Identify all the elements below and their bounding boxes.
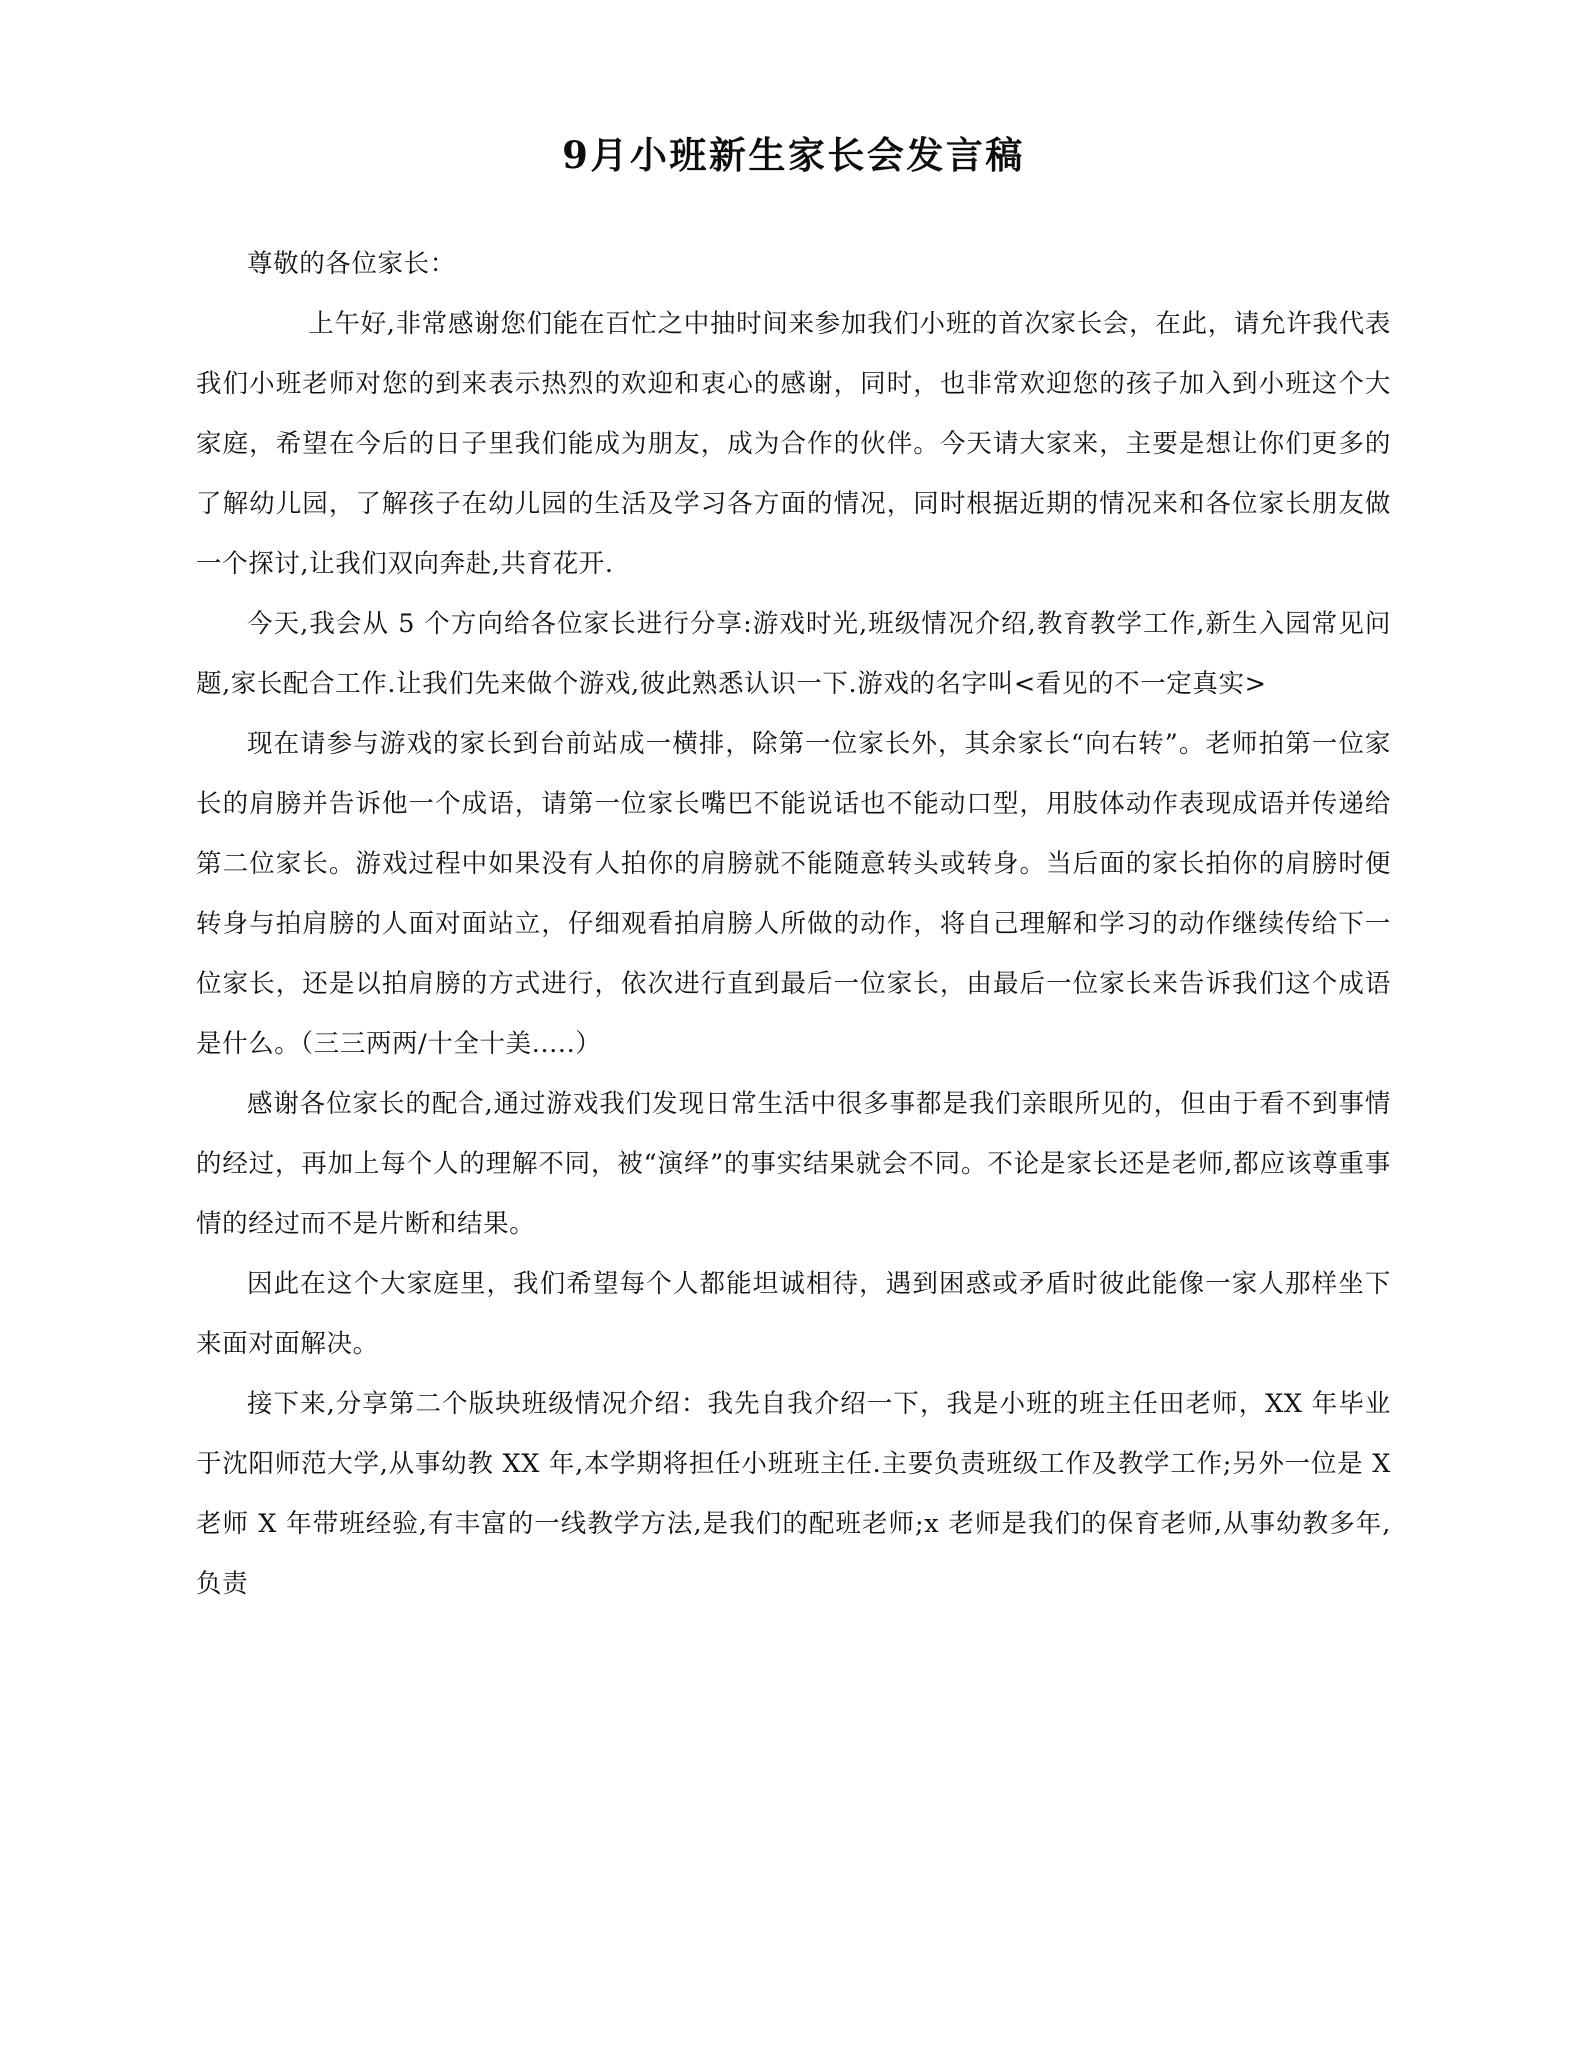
- paragraph-five-directions: 今天,我会从 5 个方向给各位家长进行分享:游戏时光,班级情况介绍,教育教学工作,新生入园常见问题,家长配合工作.让我们先来做个游戏,彼此熟悉认识一下.游戏的名字叫<看见的不一定真实>: [196, 609, 1391, 700]
- paragraph-class-intro: 接下来,分享第二个版块班级情况介绍：我先自我介绍一下，我是小班的班主任田老师，XX 年毕业于沈阳师范大学,从事幼教 XX 年,本学期将担任小班班主任.主要负责班级工作及教学工作;另外一位是 X 老师 X 年带班经验,有丰富的一线教学方法,是我们的配班老师;x 老师是我们的保育老师,从事幼教多年,负责: [196, 1389, 1391, 1600]
- document-body: [0, 234, 1587, 1614]
- paragraph-game-rules: 现在请参与游戏的家长到台前站成一横排，除第一位家长外，其余家长“向右转”。老师拍第一位家长的肩膀并告诉他一个成语，请第一位家长嘴巴不能说话也不能动口型，用肢体动作表现成语并传递给第二位家长。游戏过程中如果没有人拍你的肩膀就不能随意转头或转身。当后面的家长拍你的肩膀时便转身与拍肩膀的人面对面站立，仔细观看拍肩膀人所做的动作，将自己理解和学习的动作继续传给下一位家长，还是以拍肩膀的方式进行，依次进行直到最后一位家长，由最后一位家长来告诉我们这个成语是什么。（三三两两/十全十美.....）: [196, 729, 1391, 1060]
- paragraph-game-reflection: 感谢各位家长的配合,通过游戏我们发现日常生活中很多事都是我们亲眼所见的，但由于看不到事情的经过，再加上每个人的理解不同，被“演绎”的事实结果就会不同。不论是家长还是老师,都应该尊重事情的经过而不是片断和结果。: [196, 1089, 1391, 1240]
- paragraph-family-trust: 因此在这个大家庭里，我们希望每个人都能坦诚相待，遇到困惑或矛盾时彼此能像一家人那样坐下来面对面解决。: [196, 1269, 1391, 1360]
- salutation-line: 尊敬的各位家长：: [247, 249, 456, 280]
- paragraph-greeting: 上午好,非常感谢您们能在百忙之中抽时间来参加我们小班的首次家长会，在此，请允许我代表我们小班老师对您的到来表示热烈的欢迎和衷心的感谢，同时，也非常欢迎您的孩子加入到小班这个大家庭，希望在今后的日子里我们能成为朋友，成为合作的伙伴。今天请大家来，主要是想让你们更多的了解幼儿园，了解孩子在幼儿园的生活及学习各方面的情况，同时根据近期的情况来和各位家长朋友做一个探讨,让我们双向奔赴,共育花开.: [196, 309, 1391, 580]
- page-title: 9月小班新生家长会发言稿: [562, 133, 1025, 177]
